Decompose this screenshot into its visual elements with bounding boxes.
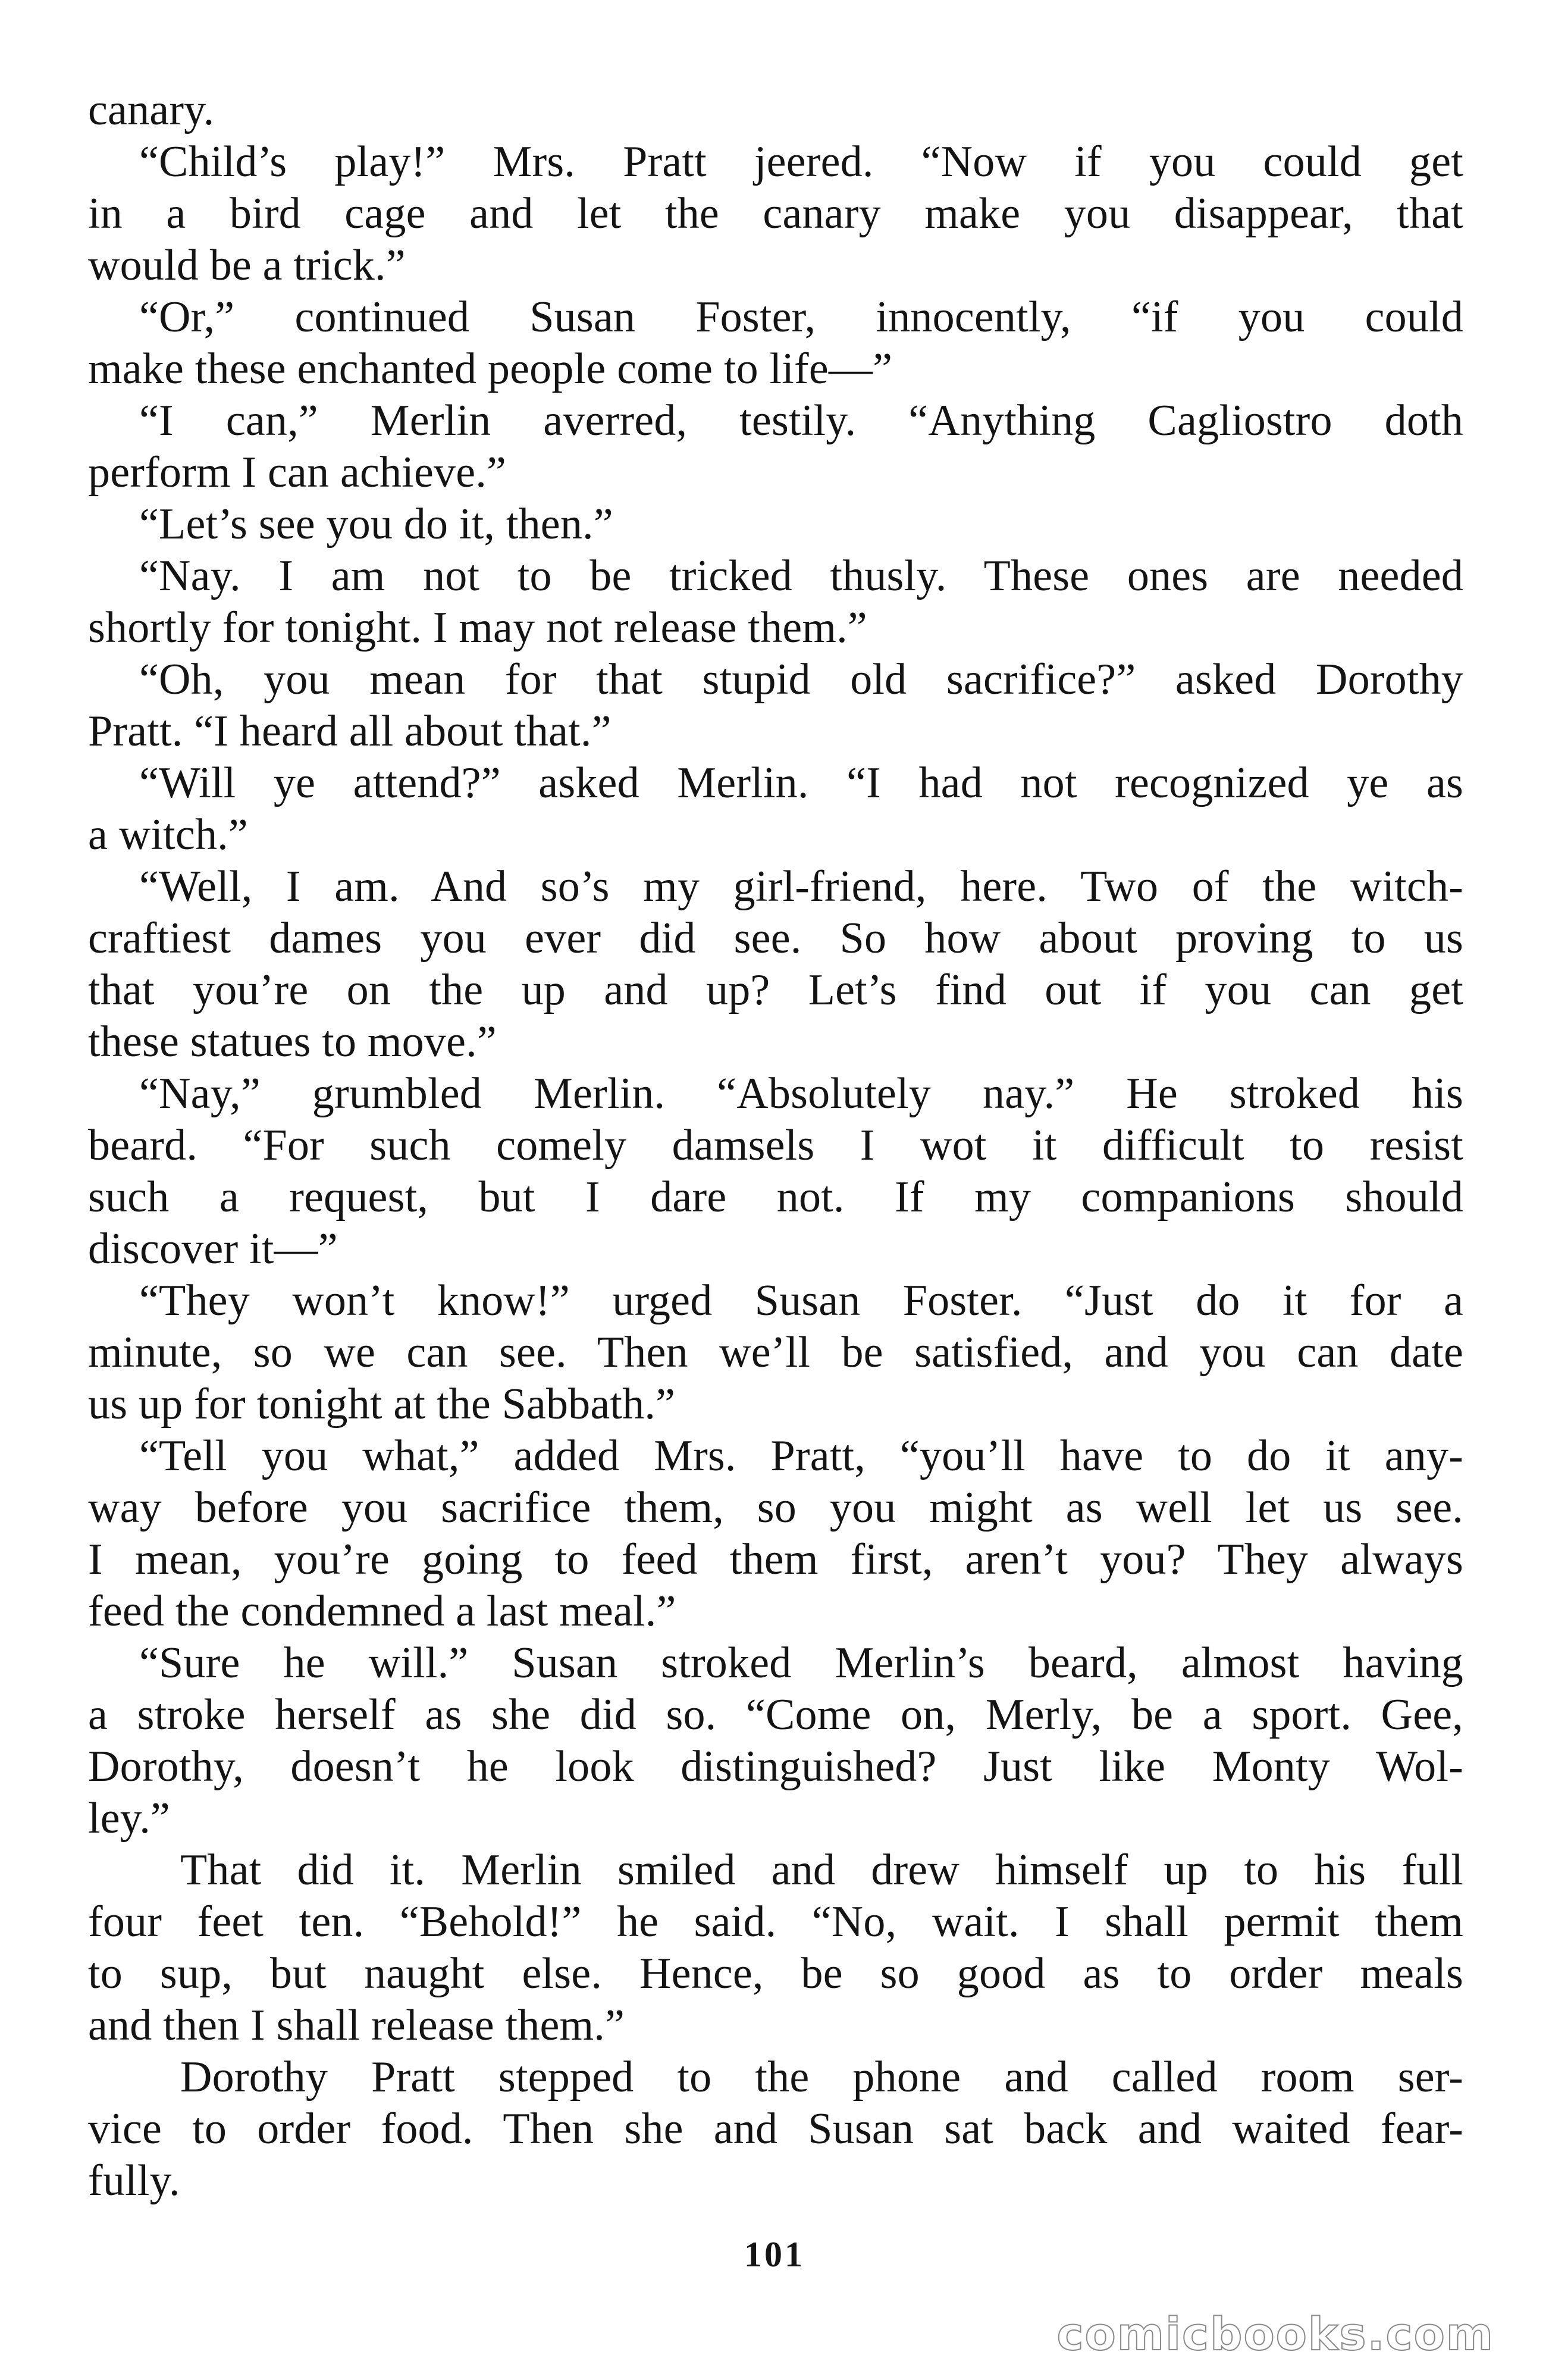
text-line: discover it—”: [88, 1225, 338, 1273]
text-line: “They won’t know!” urged Susan Foster. “Just do it for a: [139, 1276, 1463, 1325]
text-line: a stroke herself as she did so. “Come on, Merly, be a sport. Gee,: [88, 1690, 1463, 1739]
text-line: four feet ten. “Behold!” he said. “No, wait. I shall permit them: [88, 1897, 1463, 1946]
text-line: shortly for tonight. I may not release them.”: [88, 603, 867, 652]
text-line: “Or,” continued Susan Foster, innocently, “if you could: [139, 293, 1463, 342]
text-line: “Well, I am. And so’s my girl-friend, here. Two of the witch-: [139, 862, 1463, 911]
text-line: minute, so we can see. Then we’ll be satisfied, and you can date: [88, 1328, 1463, 1377]
text-line: would be a trick.”: [88, 241, 406, 290]
text-line: “Oh, you mean for that stupid old sacrifice?” asked Dorothy: [139, 655, 1463, 704]
text-line: perform I can achieve.”: [88, 448, 507, 497]
text-line: these statues to move.”: [88, 1017, 497, 1066]
text-line: canary.: [88, 86, 215, 134]
text-line: “Nay,” grumbled Merlin. “Absolutely nay.” He stroked his: [139, 1069, 1463, 1118]
text-line: vice to order food. Then she and Susan sat back and waited fear-: [88, 2105, 1463, 2153]
text-line: “I can,” Merlin averred, testily. “Anything Cagliostro doth: [139, 396, 1463, 445]
text-line: “Child’s play!” Mrs. Pratt jeered. “Now if you could get: [139, 137, 1463, 186]
text-line: Pratt. “I heard all about that.”: [88, 707, 612, 756]
text-line: “Let’s see you do it, then.”: [139, 500, 613, 549]
text-line: craftiest dames you ever did see. So how about proving to us: [88, 914, 1463, 963]
text-line: ley.”: [88, 1794, 170, 1843]
watermark-logo: comicbooks.com: [1056, 2307, 1494, 2360]
text-line: “Sure he will.” Susan stroked Merlin’s beard, almost having: [139, 1639, 1463, 1687]
text-line: That did it. Merlin smiled and drew himself up to his full: [180, 1846, 1463, 1894]
text-line: in a bird cage and let the canary make you disappear, that: [88, 189, 1463, 238]
text-line: to sup, but naught else. Hence, be so good as to order meals: [88, 1949, 1463, 1998]
text-line: that you’re on the up and up? Let’s find out if you can get: [88, 966, 1463, 1014]
text-line: us up for tonight at the Sabbath.”: [88, 1380, 676, 1429]
text-line: a witch.”: [88, 810, 248, 859]
text-line: and then I shall release them.”: [88, 2001, 625, 2050]
text-line: Dorothy, doesn’t he look distinguished? Just like Monty Wol-: [88, 1742, 1463, 1791]
text-line: “Nay. I am not to be tricked thusly. These ones are needed: [139, 552, 1463, 600]
page-number: 101: [744, 2235, 805, 2274]
text-line: “Tell you what,” added Mrs. Pratt, “you’ll have to do it any-: [139, 1432, 1463, 1480]
text-line: “Will ye attend?” asked Merlin. “I had not recognized ye as: [139, 759, 1463, 807]
text-line: such a request, but I dare not. If my companions should: [88, 1173, 1463, 1222]
text-line: I mean, you’re going to feed them first, aren’t you? They always: [88, 1535, 1463, 1584]
text-line: way before you sacrifice them, so you might as well let us see.: [88, 1483, 1463, 1532]
text-line: beard. “For such comely damsels I wot it difficult to resist: [88, 1121, 1463, 1170]
text-line: feed the condemned a last meal.”: [88, 1587, 676, 1636]
text-line: fully.: [88, 2156, 180, 2205]
text-line: make these enchanted people come to life—”: [88, 345, 893, 393]
text-line: Dorothy Pratt stepped to the phone and called room ser-: [180, 2053, 1463, 2102]
